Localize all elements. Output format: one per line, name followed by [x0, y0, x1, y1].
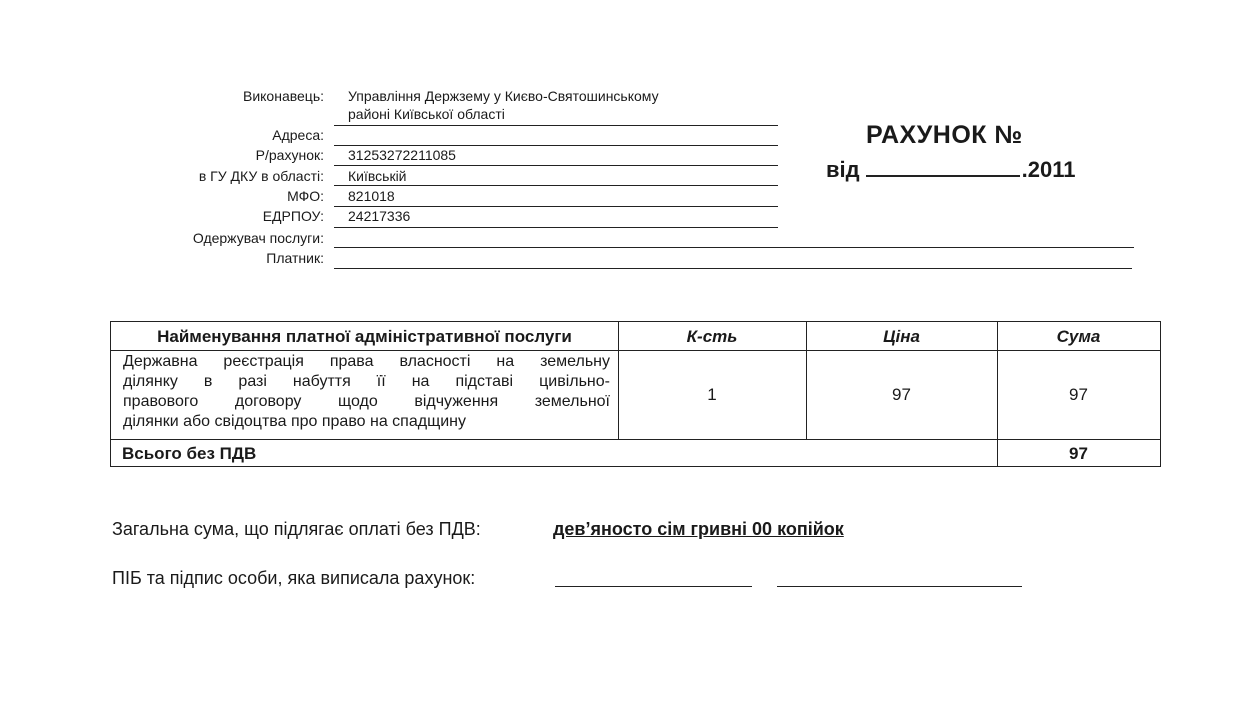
mfo-label: МФО:: [287, 188, 324, 204]
total-value: 97: [1069, 444, 1088, 463]
total-sum-words: дев’яносто сім гривні 00 копійок: [553, 519, 844, 539]
address-label: Адреса:: [272, 127, 324, 143]
executor-underline: [334, 125, 778, 126]
treasury-underline: [334, 185, 778, 186]
total-divider: [111, 439, 1160, 440]
date-blank: [866, 155, 1020, 177]
account-value: 31253272211085: [348, 147, 456, 163]
header-price: Ціна: [883, 327, 920, 346]
row-sum: 97: [1069, 385, 1088, 404]
desc-line-3: правового договору щодо відчуження земельної: [123, 393, 610, 410]
desc-line-1: Державна реєстрація права власності на земельну: [123, 353, 610, 370]
payer-label: Платник:: [266, 250, 324, 266]
header-sum: Сума: [1056, 327, 1101, 346]
treasury-value: Київській: [348, 168, 407, 184]
signature-line-name: [555, 586, 752, 587]
total-label: Всього без ПДВ: [122, 444, 257, 463]
header-qty: К-сть: [686, 327, 738, 346]
services-table: [110, 321, 1161, 467]
date-prefix: від: [826, 157, 860, 182]
row-qty: 1: [707, 385, 717, 404]
header-divider: [111, 350, 1160, 351]
signature-label: ПІБ та підпис особи, яка виписала рахунок:: [112, 568, 476, 588]
edrpou-label: ЕДРПОУ:: [262, 208, 324, 224]
mfo-underline: [334, 206, 778, 207]
service-description: [123, 352, 610, 432]
payer-underline: [334, 268, 1132, 269]
signature-line-sign: [777, 586, 1022, 587]
account-underline: [334, 165, 778, 166]
executor-value-line2: районі Київської області: [348, 106, 505, 122]
account-label: Р/рахунок:: [255, 147, 324, 163]
mfo-value: 821018: [348, 188, 395, 204]
address-underline: [334, 145, 778, 146]
desc-line-2: ділянку в разі набуття її на підставі цивільно-: [123, 373, 610, 390]
desc-line-4: ділянки або свідоцтва про право на спадщину: [123, 413, 467, 430]
executor-value-line1: Управління Держзему у Києво-Святошинському: [348, 88, 659, 104]
edrpou-underline: [334, 227, 778, 228]
recipient-label: Одержувач послуги:: [192, 230, 324, 246]
header-service: Найменування платної адміністративної послуги: [157, 327, 572, 346]
total-sum-label: Загальна сума, що підлягає оплаті без ПДВ:: [112, 519, 481, 539]
row-price: 97: [892, 385, 911, 404]
invoice-date: [826, 155, 1075, 183]
invoice-title: РАХУНОК №: [866, 121, 1023, 149]
date-suffix: .2011: [1021, 157, 1076, 182]
edrpou-value: 24217336: [348, 208, 411, 224]
recipient-underline: [334, 247, 1134, 248]
treasury-label: в ГУ ДКУ в області:: [198, 168, 324, 184]
executor-label: Виконавець:: [242, 88, 324, 104]
